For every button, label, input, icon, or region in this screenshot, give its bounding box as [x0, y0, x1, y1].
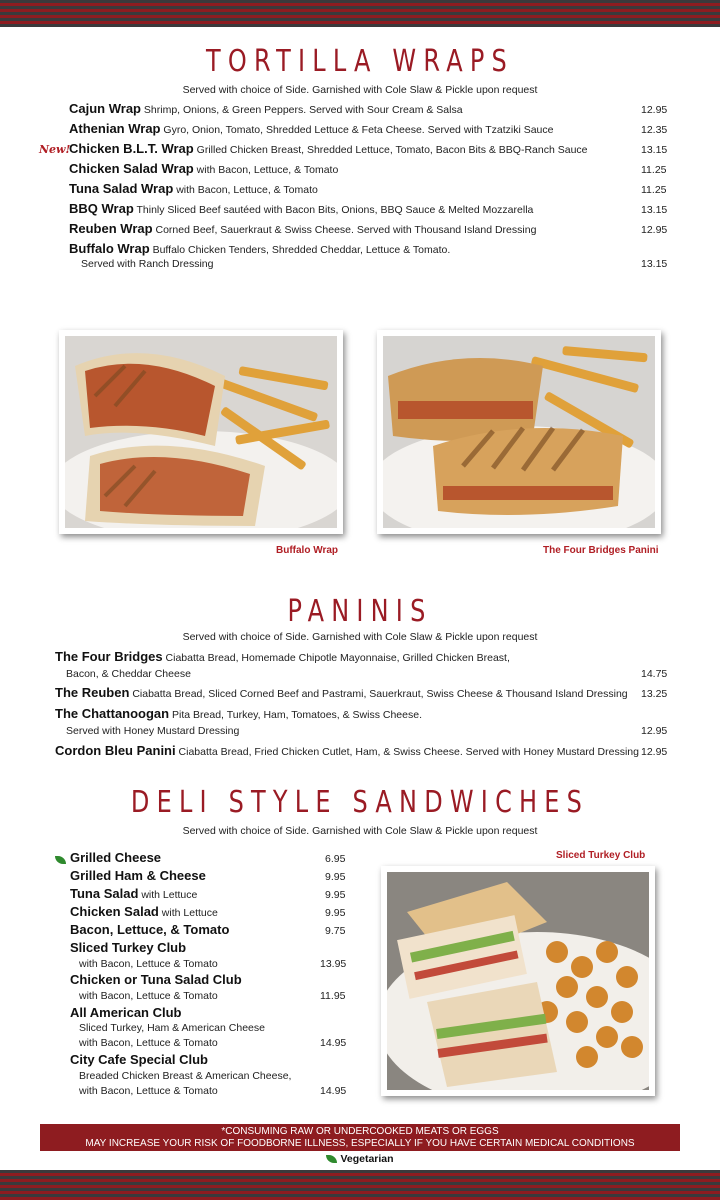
item-name: Chicken Salad: [70, 904, 159, 919]
item-name: The Reuben: [55, 685, 130, 700]
menu-item-chicken-blt-wrap[interactable]: [69, 141, 588, 156]
item-description: with Bacon, Lettuce & Tomato: [79, 958, 218, 970]
menu-item-cordon-bleu-panini[interactable]: [55, 743, 639, 758]
item-description: with Bacon, Lettuce, & Tomato: [196, 164, 339, 176]
item-name: Cajun Wrap: [69, 101, 141, 116]
item-name: Chicken B.L.T. Wrap: [69, 141, 194, 156]
item-description: Pita Bread, Turkey, Ham, Tomatoes, & Swiss Cheese.: [172, 709, 422, 721]
item-price: 14.95: [320, 1085, 347, 1097]
item-price: 12.95: [641, 104, 668, 116]
item-price: 13.15: [641, 258, 668, 270]
sliced-turkey-club-caption: Sliced Turkey Club: [556, 850, 646, 861]
item-price: 13.15: [641, 204, 668, 216]
item-price: 11.95: [320, 990, 346, 1002]
menu-item-grilled-ham-cheese[interactable]: [70, 868, 206, 883]
menu-item-chicken-salad-wrap[interactable]: [69, 161, 338, 176]
item-price: 12.35: [641, 124, 668, 136]
item-description: Corned Beef, Sauerkraut & Swiss Cheese. Served with Thousand Island Dressing: [155, 224, 537, 236]
menu-item-blt[interactable]: [70, 922, 229, 937]
item-price: 13.95: [320, 958, 347, 970]
item-description: Sliced Turkey, Ham & American Cheese: [79, 1022, 265, 1034]
item-description: Thinly Sliced Beef sautéed with Bacon Bits, Onions, BBQ Sauce & Melted Mozzarella: [136, 204, 534, 216]
item-price: 14.75: [641, 668, 668, 680]
food-safety-warning: [40, 1124, 680, 1151]
item-name: Buffalo Wrap: [69, 241, 150, 256]
menu-item-bbq-wrap[interactable]: [69, 201, 533, 216]
item-description: with Lettuce: [141, 889, 198, 901]
item-name: Athenian Wrap: [69, 121, 161, 136]
item-price: 12.95: [641, 725, 668, 737]
item-name: The Four Bridges: [55, 649, 163, 664]
item-price: 14.95: [320, 1037, 347, 1049]
deli-subtitle: Served with choice of Side. Garnished with Cole Slaw & Pickle upon request: [182, 825, 538, 837]
item-price: 13.25: [641, 688, 668, 700]
item-price: 9.95: [325, 871, 346, 883]
vegetarian-leaf-icon: [55, 856, 66, 864]
vegetarian-label: Vegetarian: [340, 1153, 394, 1165]
item-name: The Chattanoogan: [55, 706, 170, 721]
wraps-subtitle: Served with choice of Side. Garnished with Cole Slaw & Pickle upon request: [182, 84, 538, 96]
item-name: Reuben Wrap: [69, 221, 153, 236]
item-price: 11.25: [641, 184, 667, 196]
item-price: 9.95: [325, 889, 346, 901]
four-bridges-panini-caption: The Four Bridges Panini: [543, 545, 659, 556]
item-name: Grilled Ham & Cheese: [70, 868, 206, 883]
item-name: Tuna Salad Wrap: [69, 181, 174, 196]
menu-item-cajun-wrap[interactable]: [69, 101, 463, 116]
menu-item-reuben-wrap[interactable]: [69, 221, 536, 236]
menu-item-buffalo-wrap[interactable]: [69, 241, 450, 256]
item-name: Sliced Turkey Club: [70, 940, 187, 955]
item-name: Chicken or Tuna Salad Club: [70, 972, 242, 987]
menu-item-tuna-salad[interactable]: [70, 886, 197, 901]
vegetarian-legend: [0, 1153, 720, 1165]
item-description: Gyro, Onion, Tomato, Shredded Lettuce & Feta Cheese. Served with Tzatziki Sauce: [163, 124, 554, 136]
item-price: 6.95: [325, 853, 346, 865]
item-name: Grilled Cheese: [70, 850, 162, 865]
item-description: with Lettuce: [161, 907, 218, 919]
menu-item-athenian-wrap[interactable]: [69, 121, 554, 136]
item-description-cont: Bacon, & Cheddar Cheese: [66, 668, 191, 680]
menu-item-grilled-cheese[interactable]: [70, 850, 161, 865]
sliced-turkey-club-photo: [381, 866, 655, 1096]
item-description: Grilled Chicken Breast, Shredded Lettuce, Tomato, Bacon Bits & BBQ-Ranch Sauce: [196, 144, 588, 156]
top-border-stripes: [0, 0, 720, 30]
item-description: with Bacon, Lettuce, & Tomato: [176, 184, 318, 196]
item-name: Chicken Salad Wrap: [69, 161, 194, 176]
buffalo-wrap-caption: Buffalo Wrap: [276, 545, 339, 556]
menu-item-chicken-tuna-club[interactable]: [70, 972, 242, 987]
item-price: 12.95: [641, 224, 668, 236]
item-description-cont: with Bacon, Lettuce & Tomato: [79, 1085, 218, 1097]
warning-line-1: *CONSUMING RAW OR UNDERCOOKED MEATS OR EGGS: [221, 1126, 499, 1137]
paninis-title: PANINIS: [287, 594, 433, 629]
item-description: Ciabatta Bread, Homemade Chipotle Mayonnaise, Grilled Chicken Breast,: [165, 652, 510, 664]
menu-item-tuna-salad-wrap[interactable]: [69, 181, 318, 196]
item-description-cont: Served with Ranch Dressing: [81, 258, 214, 270]
item-name: Bacon, Lettuce, & Tomato: [70, 922, 230, 937]
item-description: Ciabatta Bread, Sliced Corned Beef and Pastrami, Sauerkraut, Swiss Cheese & Thousand Island Dressing: [132, 688, 628, 700]
menu-item-city-cafe-club[interactable]: [70, 1052, 208, 1067]
paninis-subtitle: Served with choice of Side. Garnished with Cole Slaw & Pickle upon request: [182, 631, 538, 643]
item-description-cont: Served with Honey Mustard Dressing: [66, 725, 240, 737]
item-name: Cordon Bleu Panini: [55, 743, 176, 758]
item-name: All American Club: [70, 1005, 182, 1020]
menu-item-sliced-turkey-club[interactable]: [70, 940, 186, 955]
menu-item-chicken-salad[interactable]: [70, 904, 218, 919]
item-description: Buffalo Chicken Tenders, Shredded Cheddar, Lettuce & Tomato.: [152, 244, 451, 256]
item-price: 9.95: [325, 907, 346, 919]
menu-item-four-bridges[interactable]: [55, 649, 510, 664]
item-price: 9.75: [325, 925, 346, 937]
item-price: 11.25: [641, 164, 667, 176]
item-price: 12.95: [641, 746, 668, 758]
item-name: City Cafe Special Club: [70, 1052, 208, 1067]
item-description: with Bacon, Lettuce & Tomato: [79, 990, 218, 1002]
buffalo-wrap-photo: [59, 330, 343, 534]
wraps-title: TORTILLA WRAPS: [206, 44, 514, 79]
item-description-cont: with Bacon, Lettuce & Tomato: [79, 1037, 218, 1049]
menu-item-the-reuben[interactable]: [55, 685, 628, 700]
deli-title: DELI STYLE SANDWICHES: [130, 785, 590, 820]
four-bridges-panini-photo: [377, 330, 661, 534]
bottom-border-stripes: [0, 1170, 720, 1200]
item-description: Ciabatta Bread, Fried Chicken Cutlet, Ham, & Swiss Cheese. Served with Honey Mustard Dressing: [178, 746, 639, 758]
warning-line-2: MAY INCREASE YOUR RISK OF FOODBORNE ILLNESS, ESPECIALLY IF YOU HAVE CERTAIN MEDICAL CONDITIONS: [85, 1138, 635, 1149]
item-price: 13.15: [641, 144, 668, 156]
new-badge: New!: [39, 143, 71, 156]
menu-item-all-american-club[interactable]: [70, 1005, 181, 1020]
item-description: Breaded Chicken Breast & American Cheese,: [79, 1070, 292, 1082]
menu-item-chattanoogan[interactable]: [55, 706, 422, 721]
vegetarian-leaf-icon: [326, 1155, 337, 1163]
item-name: Tuna Salad: [70, 886, 139, 901]
item-description: Shrimp, Onions, & Green Peppers. Served with Sour Cream & Salsa: [143, 104, 463, 116]
item-name: BBQ Wrap: [69, 201, 134, 216]
